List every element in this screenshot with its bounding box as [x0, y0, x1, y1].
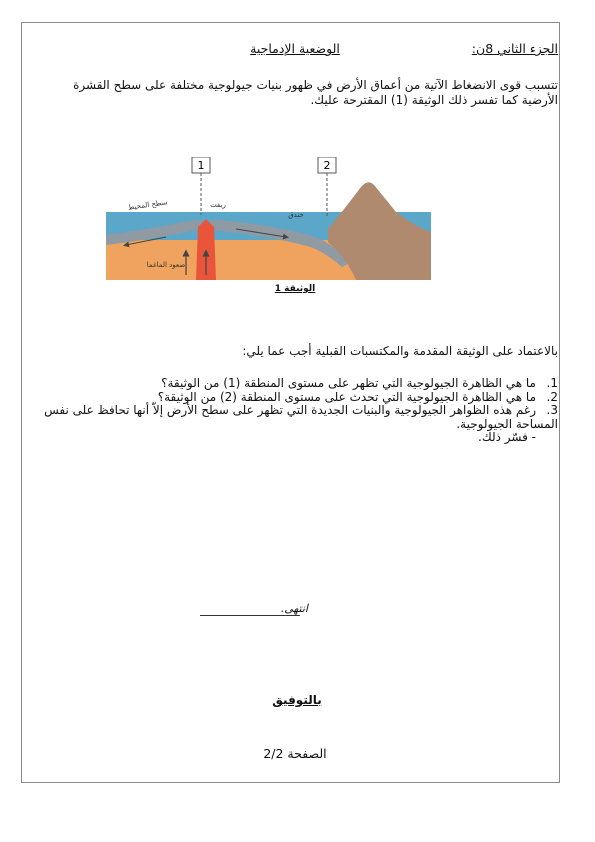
figure-caption: الوثيقة 1 — [274, 284, 316, 294]
good-luck-text: بالتوفيق — [272, 693, 322, 707]
geology-figure — [106, 157, 431, 280]
question-text: ما هي الظاهرة الجيولوجية التي تحدث على مستوى المنطقة (2) من الوثيقة؟ — [157, 389, 536, 404]
trench-label: خندق — [288, 211, 304, 219]
end-underline — [200, 615, 300, 616]
question-text: رغم هذه الظواهر الجيولوجية والبنيات الجديدة التي تظهر على سطح الأرض إلاّ أنها تحافظ على نفس المساحة الجيولوجية. — [44, 403, 558, 431]
question-number: 2. — [546, 389, 558, 404]
explain-prompt: - فسّر ذلك. — [478, 430, 536, 444]
page-number: الصفحة 2/2 — [263, 746, 327, 761]
question-item — [26, 404, 558, 431]
section-title: الوضعية الإدماجية — [250, 41, 340, 56]
question-number: 1. — [546, 376, 558, 390]
marker-2: 2 — [323, 159, 331, 172]
magma-label: صعود الماغما — [146, 261, 186, 269]
subduction-diagram — [106, 157, 431, 280]
question-text: ما هي الظاهرة الجيولوجية التي تظهر على مستوى المنطقة (1) من الوثيقة؟ — [161, 376, 536, 390]
marker-1: 1 — [197, 159, 205, 172]
part-heading: الجزء الثاني 8ن: — [471, 41, 558, 56]
question-item — [26, 377, 558, 391]
question-number: 3. — [546, 403, 558, 417]
sea-surface-label: سطح المحيط — [127, 198, 168, 212]
rift-label: ريفت — [210, 201, 226, 209]
end-marker: انتهى. — [280, 602, 308, 615]
instruction-lead: بالاعتماد على الوثيقة المقدمة والمكتسبات القبلية أجب عما يلي: — [242, 344, 558, 358]
question-item — [26, 391, 558, 405]
intro-paragraph: تتسبب قوى الانضغاط الآتية من أعماق الأرض في ظهور بنيات جيولوجية مختلفة على سطح القشرة الأرضية كما تفسر ذلك الوثيقة (1) المقترحة عليك. — [73, 78, 558, 107]
question-list — [26, 377, 558, 445]
